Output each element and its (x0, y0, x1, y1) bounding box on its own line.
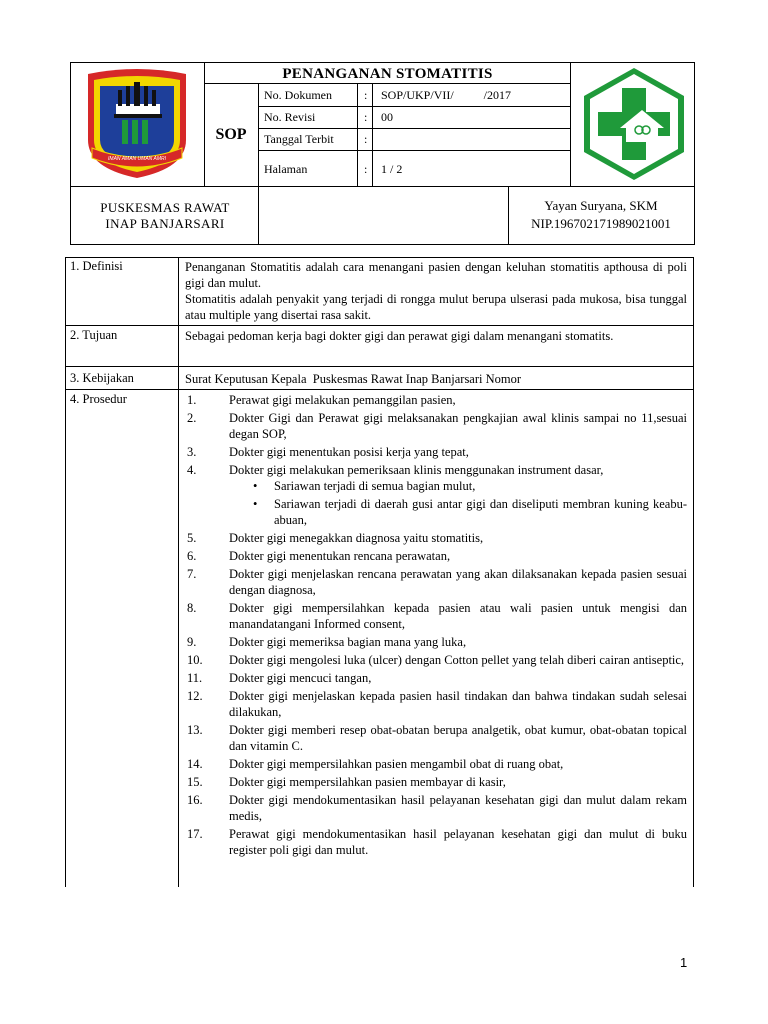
procedure-sub-list (229, 478, 687, 528)
signer-nip: NIP.196702171989021001 (531, 216, 671, 231)
procedure-step (185, 688, 687, 720)
procedure-sub-item (229, 496, 687, 528)
step-text: Dokter gigi mendokumentasikan hasil pelayanan kesehatan gigi dan mulut dalam rekam medis, (229, 793, 687, 823)
header-divider (258, 128, 571, 129)
header-divider (570, 62, 571, 186)
step-number: 7. (187, 567, 197, 581)
meta-sep: : (364, 110, 368, 124)
header-divider (258, 84, 259, 245)
section-label-kebijakan: 3. Kebijakan (70, 371, 134, 385)
header-border-left (70, 62, 71, 245)
step-number: 14. (187, 757, 203, 771)
signer-name: Yayan Suryana, SKM (544, 198, 658, 213)
meta-label: No. Revisi (264, 110, 316, 124)
step-text: Dokter gigi melakukan pemeriksaan klinis menggunakan instrument dasar, (229, 463, 604, 477)
meta-value: 00 (381, 110, 393, 124)
step-number: 17. (187, 827, 203, 841)
step-text: Dokter gigi mempersilahkan pasien mengambil obat di ruang obat, (229, 757, 564, 771)
step-number: 11. (187, 671, 203, 685)
step-text: Dokter gigi menjelaskan kepada pasien hasil tindakan dan bahwa tindakan sudah selesai dilakukan, (229, 689, 687, 719)
bullet-icon: • (253, 497, 258, 511)
step-number: 8. (187, 601, 197, 615)
procedure-step (185, 462, 687, 528)
sop-label: SOP (215, 126, 247, 143)
meta-label: Halaman (264, 162, 308, 176)
section-label-definisi: 1. Definisi (70, 259, 123, 273)
procedure-step (185, 444, 687, 460)
step-number: 13. (187, 723, 203, 737)
section-label-tujuan: 2. Tujuan (70, 328, 118, 342)
procedure-step (185, 652, 687, 668)
table-border (65, 257, 66, 887)
step-text: Dokter gigi memeriksa bagian mana yang luka, (229, 635, 467, 649)
procedure-step (185, 792, 687, 824)
header-divider (258, 106, 571, 107)
table-border (65, 389, 694, 390)
signer-block (508, 197, 694, 233)
section-text-kebijakan: Surat Keputusan Kepala Puskesmas Rawat Inap Banjarsari Nomor (185, 372, 522, 386)
meta-value: 1 / 2 (381, 162, 403, 176)
organization-line: INAP BANJARSARI (105, 216, 225, 231)
procedure-step (185, 826, 687, 858)
header-divider (70, 186, 695, 187)
step-text: Dokter gigi menentukan rencana perawatan, (229, 549, 451, 563)
header-divider (258, 150, 571, 151)
step-number: 10. (187, 653, 203, 667)
puskesmas-logo (580, 66, 688, 182)
step-text: Dokter gigi menjelaskan rencana perawatan yang akan dilaksanakan kepada pasien sesuai dengan diagnosa, (229, 567, 687, 597)
document-title: PENANGANAN STOMATITIS (282, 66, 493, 82)
step-number: 1. (187, 393, 197, 407)
definisi-paragraph: Stomatitis adalah penyakit yang terjadi di rongga mulut berupa ulserasi pada mukosa, bisa tunggal atau multiple yang disertai rasa sakit. (185, 292, 687, 322)
step-text: Dokter gigi mempersilahkan kepada pasien atau wali pasien untuk mengisi dan manandatangani Informed consent, (229, 601, 687, 631)
section-label-prosedur: 4. Prosedur (70, 392, 127, 406)
meta-label: Tanggal Terbit (264, 132, 334, 146)
procedure-step (185, 392, 687, 408)
table-border (693, 257, 694, 887)
procedure-step (185, 670, 687, 686)
section-text-tujuan: Sebagai pedoman kerja bagi dokter gigi dan perawat gigi dalam menangani stomatits. (185, 329, 614, 343)
step-number: 15. (187, 775, 203, 789)
step-number: 9. (187, 635, 197, 649)
step-text: Dokter gigi mengolesi luka (ulcer) dengan Cotton pellet yang telah diberi cairan antiseptic, (229, 653, 685, 667)
step-text: Dokter gigi menegakkan diagnosa yaitu stomatitis, (229, 531, 484, 545)
meta-sep: : (364, 88, 368, 102)
procedure-step (185, 774, 687, 790)
procedure-step (185, 566, 687, 598)
step-text: Dokter Gigi dan Perawat gigi melaksanakan pengkajian awal klinis sampai no 11,sesuai degan SOP, (229, 411, 687, 441)
table-border (65, 257, 694, 258)
step-number: 12. (187, 689, 203, 703)
emblem-motto: IMAN AMAN UMAN AMRI (108, 156, 166, 162)
table-border (178, 257, 179, 887)
step-number: 5. (187, 531, 197, 545)
step-text: Perawat gigi mendokumentasikan hasil pelayanan kesehatan gigi dan mulut di buku register poli gigi dan mulut. (229, 827, 687, 857)
header-border-right (694, 62, 695, 245)
page-number: 1 (680, 955, 688, 970)
step-text: Perawat gigi melakukan pemanggilan pasien, (229, 393, 456, 407)
puskesmas-cross-icon (580, 66, 688, 182)
bullet-icon: • (253, 479, 258, 493)
step-number: 6. (187, 549, 197, 563)
emblem-icon (78, 68, 196, 182)
header-divider (357, 84, 358, 186)
province-emblem-logo (78, 68, 196, 182)
step-number: 2. (187, 411, 197, 425)
procedure-step (185, 548, 687, 564)
table-border (65, 325, 694, 326)
step-text: Dokter gigi menentukan posisi kerja yang tepat, (229, 445, 469, 459)
procedure-step (185, 530, 687, 546)
organization-line: PUSKESMAS RAWAT (100, 200, 230, 215)
organization-name (72, 200, 258, 232)
header-divider (204, 83, 571, 84)
procedure-sub-item (229, 478, 687, 494)
header-divider (372, 84, 373, 186)
step-text: Dokter gigi mempersilahkan pasien membayar di kasir, (229, 775, 506, 789)
procedure-step (185, 600, 687, 632)
step-text: Dokter gigi memberi resep obat-obatan berupa analgetik, obat kumur, obat-obatan topical dan vitamin C. (229, 723, 687, 753)
step-number: 3. (187, 445, 197, 459)
meta-label: No. Dokumen (264, 88, 332, 102)
table-border (65, 366, 694, 367)
meta-value: SOP/UKP/VII/ /2017 (381, 88, 512, 102)
step-number: 4. (187, 463, 197, 477)
section-text-definisi (185, 259, 687, 323)
procedure-step (185, 756, 687, 772)
step-text: Dokter gigi mencuci tangan, (229, 671, 372, 685)
definisi-paragraph: Penanganan Stomatitis adalah cara menangani pasien dengan keluhan stomatitis apthousa di poli gigi dan mulut. (185, 260, 687, 290)
procedure-step (185, 722, 687, 754)
procedure-step (185, 410, 687, 442)
step-number: 16. (187, 793, 203, 807)
procedure-list (185, 392, 687, 860)
meta-sep: : (364, 162, 368, 176)
header-border-bottom (70, 244, 695, 245)
sub-item-text: Sariawan terjadi di daerah gusi antar gigi dan diseliputi membran kuning keabu-abuan, (274, 497, 687, 527)
procedure-step (185, 634, 687, 650)
sub-item-text: Sariawan terjadi di semua bagian mulut, (274, 479, 476, 493)
meta-sep: : (364, 132, 368, 146)
